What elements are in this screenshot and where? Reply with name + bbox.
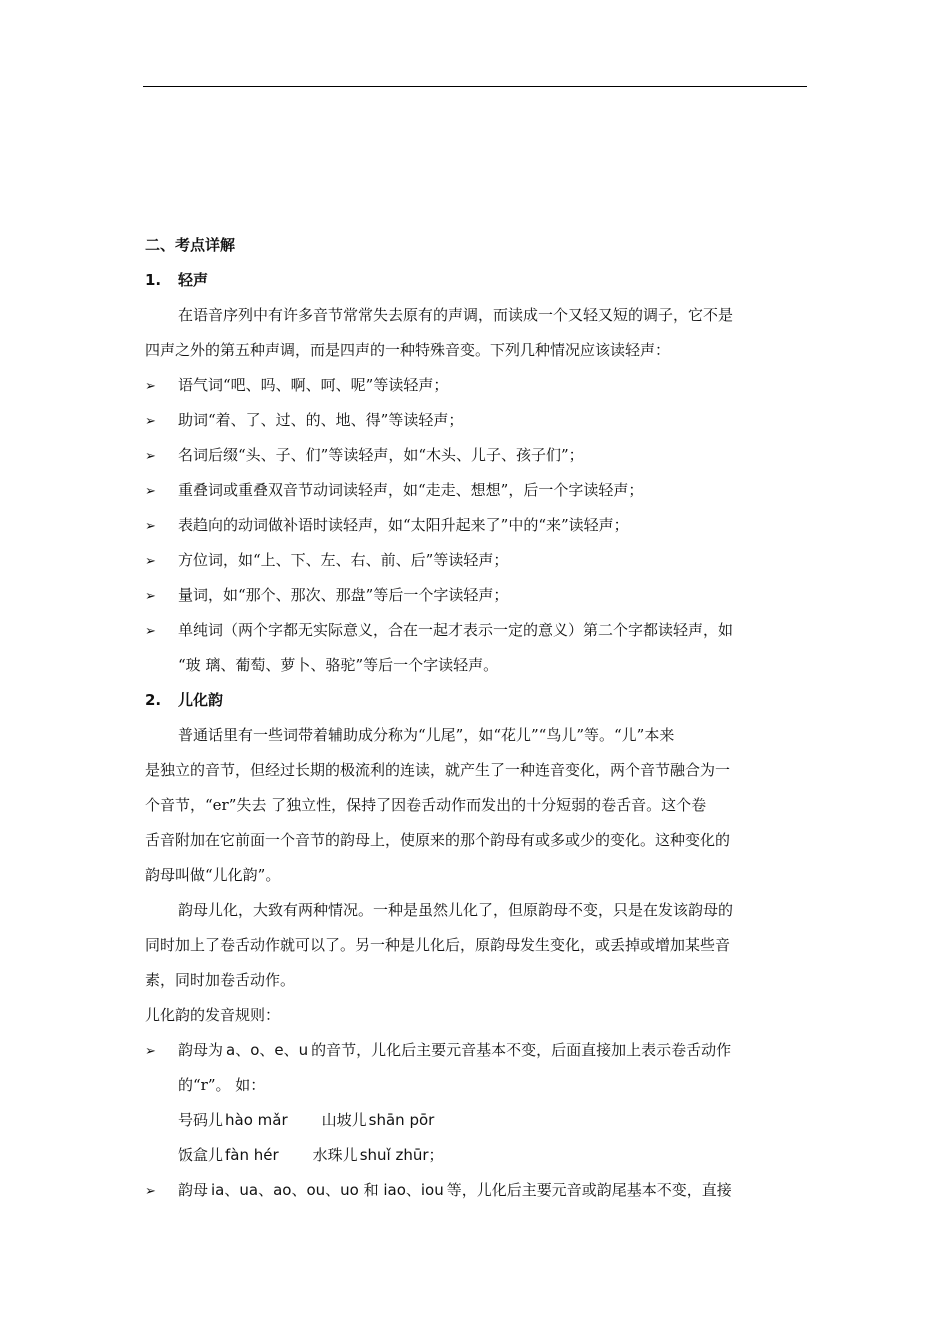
finals-list: a、o、e、u [226, 1041, 309, 1059]
list-item: ➢ 韵母为 a、o、e、u 的音节，儿化后主要元音基本不变，后面直接加上表示卷舌动作 [145, 1033, 807, 1068]
example-word: 号码儿 [178, 1111, 224, 1129]
heading-2 [145, 683, 807, 718]
paragraph-line: 个音节，“er”失去 了独立性，保持了因卷舌动作而发出的十分短弱的卷舌音。这个卷 [145, 796, 707, 814]
list-item: ➢ 表趋向的动词做补语时读轻声，如“太阳升起来了”中的“来”读轻声； [145, 508, 807, 543]
heading-2-number: 2. [145, 691, 162, 709]
list-item-continuation: “玻 璃、葡萄、萝卜、骆驼”等后一个字读轻声。 [178, 656, 499, 674]
list-item-continuation: 的“r”。 如： [178, 1076, 266, 1094]
section-title: 二、考点详解 [145, 236, 236, 254]
arrow-bullet-icon: ➢ [145, 484, 156, 499]
list-item: ➢ 助词“着、了、过、的、地、得”等读轻声； [145, 403, 807, 438]
document-body [145, 228, 807, 1208]
list-item: ➢ 单纯词（两个字都无实际意义，合在一起才表示一定的意义）第二个字都读轻声，如 [145, 613, 807, 648]
paragraph-line: 四声之外的第五种声调，而是四声的一种特殊音变。下列几种情况应该读轻声： [145, 341, 671, 359]
paragraph-line: 素，同时加卷舌动作。 [145, 971, 296, 989]
arrow-bullet-icon: ➢ [145, 589, 156, 604]
list-item: ➢ 方位词，如“上、下、左、右、前、后”等读轻声； [145, 543, 807, 578]
paragraph-line: 同时加上了卷舌动作就可以了。另一种是儿化后，原韵母发生变化，或丢掉或增加某些音 [145, 936, 731, 954]
list-item: ➢ 量词，如“那个、那次、那盘”等后一个字读轻声； [145, 578, 807, 613]
heading-2-title: 儿化韵 [178, 691, 224, 709]
paragraph-line: 是独立的音节，但经过长期的极流利的连读，就产生了一种连音变化，两个音节融合为一 [145, 761, 731, 779]
paragraph-line: 韵母叫做“儿化韵”。 [145, 866, 281, 884]
heading-1 [145, 263, 807, 298]
example-pinyin: shān pōr [368, 1111, 435, 1129]
arrow-bullet-icon: ➢ [145, 414, 156, 429]
example-pinyin: hào mǎr [225, 1111, 288, 1129]
example-line: 饭盒儿 fàn hér 水珠儿 shuǐ zhūr； [178, 1146, 444, 1164]
heading-1-title: 轻声 [178, 271, 209, 289]
heading-1-number: 1. [145, 271, 162, 289]
finals-list: ia、ua、ao、ou、uo 和 iao、iou [211, 1181, 444, 1199]
paragraph-line: 普通话里有一些词带着辅助成分称为“儿尾”，如“花儿”“鸟儿”等。“儿”本来 [178, 726, 675, 744]
paragraph-line: 在语音序列中有许多音节常常失去原有的声调，而读成一个又轻又短的调子，它不是 [178, 306, 734, 324]
arrow-bullet-icon: ➢ [145, 624, 156, 639]
arrow-bullet-icon: ➢ [145, 554, 156, 569]
list-item: ➢ 重叠词或重叠双音节动词读轻声，如“走走、想想”，后一个字读轻声； [145, 473, 807, 508]
example-word: 饭盒儿 [178, 1146, 224, 1164]
paragraph-line: 韵母儿化，大致有两种情况。一种是虽然儿化了，但原韵母不变，只是在发该韵母的 [178, 901, 734, 919]
list-item: ➢ 韵母 ia、ua、ao、ou、uo 和 iao、iou 等，儿化后主要元音或韵尾基本不变，直接 [145, 1173, 807, 1208]
list-item: ➢ 语气词“吧、吗、啊、呵、呢”等读轻声； [145, 368, 807, 403]
arrow-bullet-icon: ➢ [145, 519, 156, 534]
example-line [145, 1103, 807, 1138]
list-item: ➢ 名词后缀“头、子、们”等读轻声，如“木头、儿子、孩子们”； [145, 438, 807, 473]
rules-title: 儿化韵的发音规则： [145, 1006, 281, 1024]
header-rule [143, 86, 807, 87]
arrow-bullet-icon: ➢ [145, 1044, 156, 1059]
example-pinyin: fàn hér [225, 1146, 279, 1164]
example-word: 山坡儿 [321, 1111, 367, 1129]
paragraph-line: 舌音附加在它前面一个音节的韵母上，使原来的那个韵母有或多或少的变化。这种变化的 [145, 831, 731, 849]
arrow-bullet-icon: ➢ [145, 379, 156, 394]
arrow-bullet-icon: ➢ [145, 1184, 156, 1199]
example-pinyin: shuǐ zhūr [359, 1146, 429, 1164]
arrow-bullet-icon: ➢ [145, 449, 156, 464]
example-word: 水珠儿 [312, 1146, 358, 1164]
